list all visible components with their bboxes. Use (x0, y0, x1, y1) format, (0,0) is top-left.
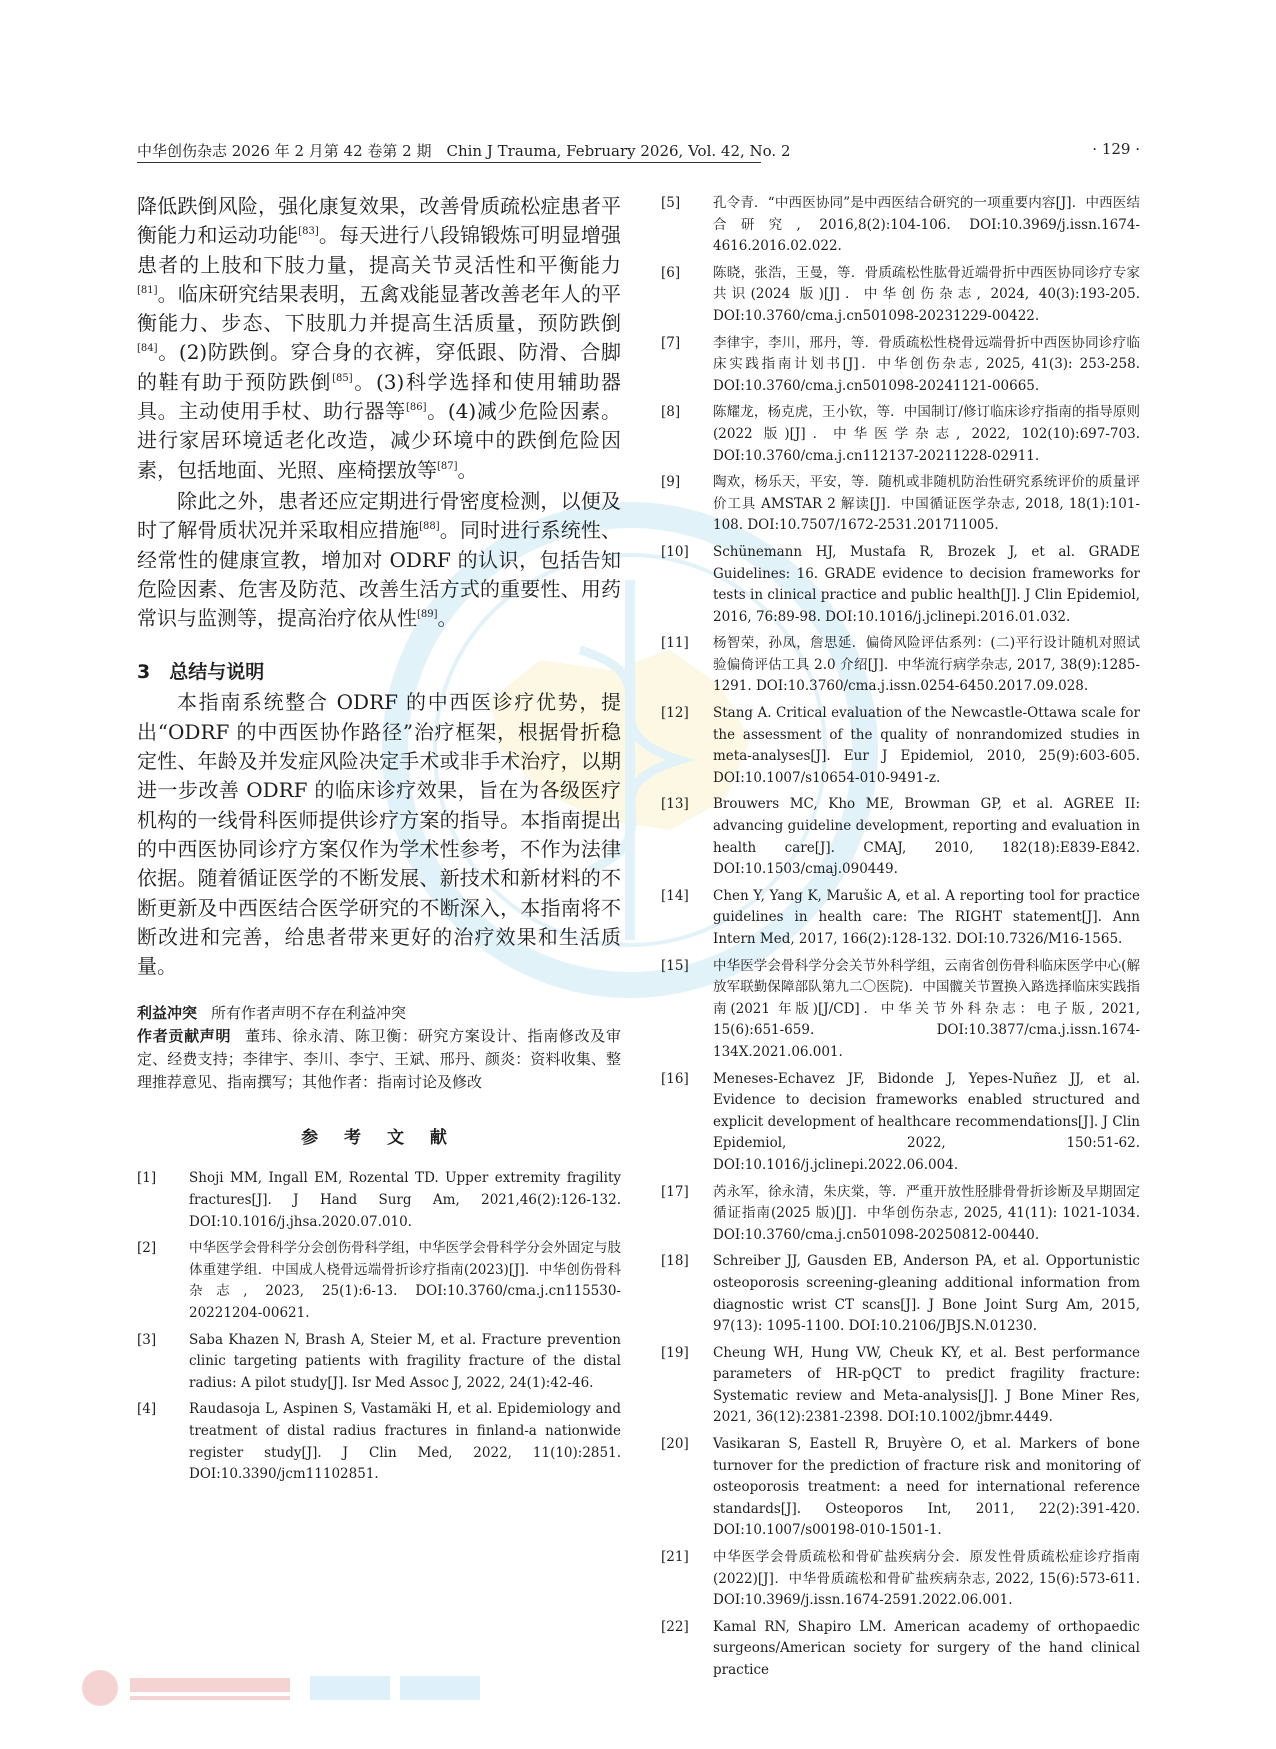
reference-number: [4] (137, 1401, 157, 1418)
reference-number: [14] (661, 887, 689, 904)
reference-number: [20] (661, 1436, 689, 1453)
reference-text: Brouwers MC, Kho ME, Browman GP, et al. AGREE II: advancing guideline development, reporting and evaluation in health care[J]. CMAJ, 2010, 182(18):E839-E842. DOI:10.1503/cmaj.090449. (713, 796, 1140, 878)
reference-item (661, 1251, 1140, 1337)
contribution-text: 董玮、徐永清、陈卫衡：研究方案设计、指南修改及审定、经费支持；李律宇、李川、李宁、王斌、邢丹、颜炎：资料收集、整理推荐意见、指南撰写；其他作者：指南讨论及修改 (137, 1027, 621, 1092)
reference-number: [3] (137, 1331, 157, 1348)
paragraph-text: 。同时进行系统性、经常性的健康宣教，增加对 ODRF 的认识，包括告知危险因素、危害及防范、改善生活方式的重要性、用药常识与监测等，提高治疗依从性 (137, 518, 622, 631)
reference-number: [5] (661, 195, 681, 211)
contribution-statement (137, 1025, 621, 1094)
reference-text: 中华医学会骨质疏松和骨矿盐疾病分会．原发性骨质疏松症诊疗指南(2022)[J]．中华骨质疏松和骨矿盐疾病杂志, 2022, 15(6):573-611. DOI:10.3969/j.issn.1674-2591.2022.06.001. (713, 1549, 1140, 1609)
reference-text: 中华医学会骨科学分会关节外科学组，云南省创伤骨科临床医学中心(解放军联勤保障部队第九二〇医院)．中国髋关节置换入路选择临床实践指南(2021 年版)[J/CD]．中华关节外科杂志：电子版, 2021, 15(6):651-659. DOI:10.3877/cma.j.issn.1674-134X.2021.06.001. (713, 957, 1140, 1060)
citation-marker: [84] (137, 343, 158, 355)
citation-marker: [83] (298, 226, 319, 238)
reference-text: 杨智荣，孙凤，詹思延．偏倚风险评估系列：(二)平行设计随机对照试验偏倚评估工具 2.0 介绍[J]．中华流行病学杂志, 2017, 38(9):1285-1291. DOI:10.3760/cma.j.issn.0254-6450.2017.09.028. (713, 635, 1140, 695)
paragraph-text: 。每天进行八段锦锻炼可明显增强患者的上肢和下肢力量，提高关节灵活性和平衡能力 (137, 223, 622, 277)
paragraph-text: 。(4)减少危险因素。进行家居环境适老化改造，减少环境中的跌倒危险因素，包括地面、光照、座椅摆放等 (137, 399, 621, 482)
reference-number: [15] (661, 957, 689, 974)
reference-item (661, 1434, 1140, 1542)
conflict-label: 利益冲突 (137, 1004, 198, 1023)
reference-text: 陈耀龙，杨克虎，王小钦，等．中国制订/修订临床诊疗指南的指导原则(2022 版)[J]．中华医学杂志, 2022, 102(10):697-703. DOI:10.3760/cma.j.cn112137-20211228-02911. (713, 404, 1140, 464)
reference-item (661, 263, 1140, 328)
reference-item (661, 794, 1140, 880)
citation-marker: [81] (137, 284, 158, 296)
section-title: 3 总结与说明 (137, 661, 265, 684)
header-rule (137, 162, 761, 163)
citation-marker: [87] (437, 460, 458, 472)
reference-item (661, 402, 1140, 467)
reference-text: Schünemann HJ, Mustafa R, Brozek J, et al. GRADE Guidelines: 16. GRADE evidence to decision frameworks for tests in clinical practice and public health[J]. J Clin Epidemiol, 2016, 76:89-98. DOI:10.1016/j.jclinepi.2016.01.032. (713, 543, 1140, 625)
reference-item (137, 1399, 621, 1485)
reference-number: [6] (661, 264, 681, 281)
reference-item (661, 1547, 1140, 1612)
right-column (661, 193, 1140, 1687)
reference-text: Meneses-Echavez JF, Bidonde J, Yepes-Nuñez JJ, et al. Evidence to decision frameworks enabled structured and explicit development of healthcare recommendations[J]. J Clin Epidemiol, 2022, 150:51-62. DOI:10.1016/j.jclinepi.2022.06.004. (713, 1070, 1140, 1173)
conflict-statement (137, 1002, 621, 1025)
reference-number: [11] (661, 635, 689, 652)
reference-text: 中华医学会骨科学分会创伤骨科学组，中华医学会骨科学分会外固定与肢体重建学组．中国成人桡骨远端骨折诊疗指南(2023)[J]．中华创伤骨科杂志, 2023, 25(1):6-13. DOI:10.3760/cma.j.cn115530-20221204-00621. (189, 1240, 621, 1321)
reference-item (661, 633, 1140, 698)
reference-number: [18] (661, 1253, 689, 1270)
reference-item (661, 193, 1140, 258)
reference-number: [7] (661, 334, 681, 351)
citation-marker: [85] (332, 372, 353, 384)
reference-number: [2] (137, 1240, 157, 1257)
paragraph-text: 。(3)科学选择和使用辅助器具。主动使用手杖、助行器等 (137, 369, 621, 424)
reference-number: [22] (661, 1618, 689, 1635)
reference-number: [17] (661, 1183, 689, 1200)
paragraph-text: 。 (437, 606, 458, 631)
reference-text: Cheung WH, Hung VW, Cheuk KY, et al. Best performance parameters of HR-pQCT to predict fragility fracture: Systematic review and Meta-analysis[J]. J Bone Miner Res, 2021, 36(12):2381-2398. DOI:10.1002/jbmr.4449. (713, 1344, 1140, 1426)
references-heading: 参 考 文 献 (301, 1128, 457, 1149)
reference-text: 陶欢，杨乐天，平安，等．随机或非随机防治性研究系统评价的质量评价工具 AMSTAR 2 解读[J]．中国循证医学杂志, 2018, 18(1):101-108. DOI:10.7507/1672-2531.201711005. (713, 474, 1140, 534)
reference-number: [8] (661, 404, 681, 421)
citation-marker: [88] (419, 521, 440, 533)
reference-text: 陈晓，张浩，王曼，等．骨质疏松性肱骨近端骨折中西医协同诊疗专家共识(2024 版)[J]．中华创伤杂志, 2024, 40(3):193-205. DOI:10.3760/cma.j.cn501098-20231229-00422. (713, 264, 1140, 324)
reference-item (661, 1343, 1140, 1429)
reference-text: Stang A. Critical evaluation of the Newcastle-Ottawa scale for the assessment of the quality of nonrandomized studies in meta-analyses[J]. Eur J Epidemiol, 2010, 25(9):603-605. DOI:10.1007/s10654-010-9491-z. (713, 705, 1140, 786)
reference-item (661, 703, 1140, 789)
reference-item (661, 956, 1140, 1064)
conflict-text: 所有作者声明不存在利益冲突 (211, 1004, 407, 1023)
page-number: · 129 · (1092, 140, 1140, 158)
body-paragraph-fall-prevention (137, 192, 621, 485)
reference-number: [13] (661, 796, 689, 813)
reference-text: Chen Y, Yang K, Marušic A, et al. A reporting tool for practice guidelines in health care: The RIGHT statement[J]. Ann Intern Med, 2017, 166(2):128-132. DOI:10.7326/M16-1565. (713, 887, 1140, 947)
citation-marker: [89] (417, 609, 438, 621)
reference-number: [1] (137, 1170, 157, 1187)
declarations (137, 1002, 621, 1094)
reference-number: [19] (661, 1344, 689, 1361)
reference-number: [9] (661, 474, 681, 491)
paragraph-text: 除此之外，患者还应定期进行骨密度检测，以便及时了解骨质状况并采取相应措施 (137, 488, 621, 543)
reference-text: Schreiber JJ, Gausden EB, Anderson PA, et al. Opportunistic osteoporosis screening-gleaning additional information from diagnostic wrist CT scans[J]. J Bone Joint Surg Am, 2015, 97(13): 1095-1100. DOI:10.2106/JBJS.N.01230. (713, 1253, 1140, 1335)
reference-item (661, 333, 1140, 398)
left-column (137, 192, 621, 1491)
reference-item (661, 1617, 1140, 1682)
reference-text: 芮永军，徐永清，朱庆棠，等．严重开放性胫腓骨骨折诊断及早期固定循证指南(2025 版)[J]．中华创伤杂志, 2025, 41(11): 1021-1034. DOI:10.3760/cma.j.cn501098-20250812-00440. (713, 1183, 1140, 1243)
reference-item (661, 886, 1140, 951)
reference-item (137, 1238, 621, 1324)
reference-list-left (137, 1168, 621, 1485)
reference-text: Shoji MM, Ingall EM, Rozental TD. Upper extremity fragility fractures[J]. J Hand Surg Am, 2021,46(2):126-132. DOI:10.1016/j.jhsa.2020.07.010. (189, 1170, 621, 1230)
contribution-label: 作者贡献声明 (137, 1027, 232, 1046)
reference-item (661, 542, 1140, 628)
summary-paragraph: 本指南系统整合 ODRF 的中西医诊疗优势，提出“ODRF 的中西医协作路径”治疗框架，根据骨折稳定性、年龄及并发症风险决定手术或非手术治疗，以期进一步改善 ODRF 的临床诊疗效果，旨在为各级医疗机构的一线骨科医师提供诊疗方案的指导。本指南提出的中西医协同诊疗方案仅作为学术性参考，不作为法律依据。随着循证医学的不断发展、新技术和新材料的不断更新及中西医结合医学研究的不断深入，本指南将不断改进和完善，给患者带来更好的治疗效果和生活质量。 (137, 690, 621, 979)
reference-text: 孔令青．“中西医协同”是中西医结合研究的一项重要内容[J]．中西医结合研究, 2016,8(2):104-106. DOI:10.3969/j.issn.1674-4616.2016.02.022. (713, 195, 1140, 255)
reference-number: [21] (661, 1549, 689, 1566)
paragraph-text: 。临床研究结果表明，五禽戏能显著改善老年人的平衡能力、步态、下肢肌力并提高生活质量，预防跌倒 (137, 281, 621, 336)
paragraph-text: 降低跌倒风险，强化康复效果，改善骨质疏松症患者平衡能力和运动功能 (137, 194, 621, 248)
reference-item (661, 1069, 1140, 1177)
reference-text: Kamal RN, Shapiro LM. American academy of orthopaedic surgeons/American society for surgery of the hand clinical practice (713, 1618, 1140, 1678)
reference-item (137, 1330, 621, 1395)
citation-marker: [86] (405, 402, 427, 414)
reference-text: 李律宇，李川，邢丹，等．骨质疏松性桡骨远端骨折中西医协同诊疗临床实践指南计划书[J]．中华创伤杂志, 2025, 41(3): 253-258. DOI:10.3760/cma.j.cn501098-20241121-00665. (713, 334, 1140, 394)
publisher-logo-watermark (80, 1668, 500, 1708)
reference-text: Raudasoja L, Aspinen S, Vastamäki H, et al. Epidemiology and treatment of distal radius fractures in finland-a nationwide register study[J]. J Clin Med, 2022, 11(10):2851. DOI:10.3390/jcm11102851. (189, 1401, 621, 1483)
reference-text: Saba Khazen N, Brash A, Steier M, et al. Fracture prevention clinic targeting patients with fragility fracture of the distal radius: A pilot study[J]. Isr Med Assoc J, 2022, 24(1):42-46. (189, 1331, 621, 1391)
reference-item (137, 1168, 621, 1233)
journal-issue-line: 中华创伤杂志 2026 年 2 月第 42 卷第 2 期 Chin J Trauma, February 2026, Vol. 42, No. 2 (137, 142, 791, 160)
reference-number: [16] (661, 1070, 689, 1087)
reference-number: [10] (661, 543, 689, 560)
reference-item (661, 1182, 1140, 1247)
reference-number: [12] (661, 705, 689, 722)
reference-text: Vasikaran S, Eastell R, Bruyère O, et al. Markers of bone turnover for the prediction of fracture risk and monitoring of osteoporosis treatment: a need for international reference standards[J]. Osteoporos Int, 2011, 22(2):391-420. DOI:10.1007/s00198-010-1501-1. (713, 1436, 1140, 1539)
running-header (137, 140, 1140, 162)
reference-item (661, 472, 1140, 537)
reference-list-right (661, 193, 1140, 1682)
body-paragraph-bone-density (137, 487, 621, 633)
paragraph-text: 。 (457, 457, 478, 482)
paragraph-text: 。(2)防跌倒。穿合身的衣裤，穿低跟、防滑、合脚的鞋有助于预防跌倒 (137, 340, 621, 394)
